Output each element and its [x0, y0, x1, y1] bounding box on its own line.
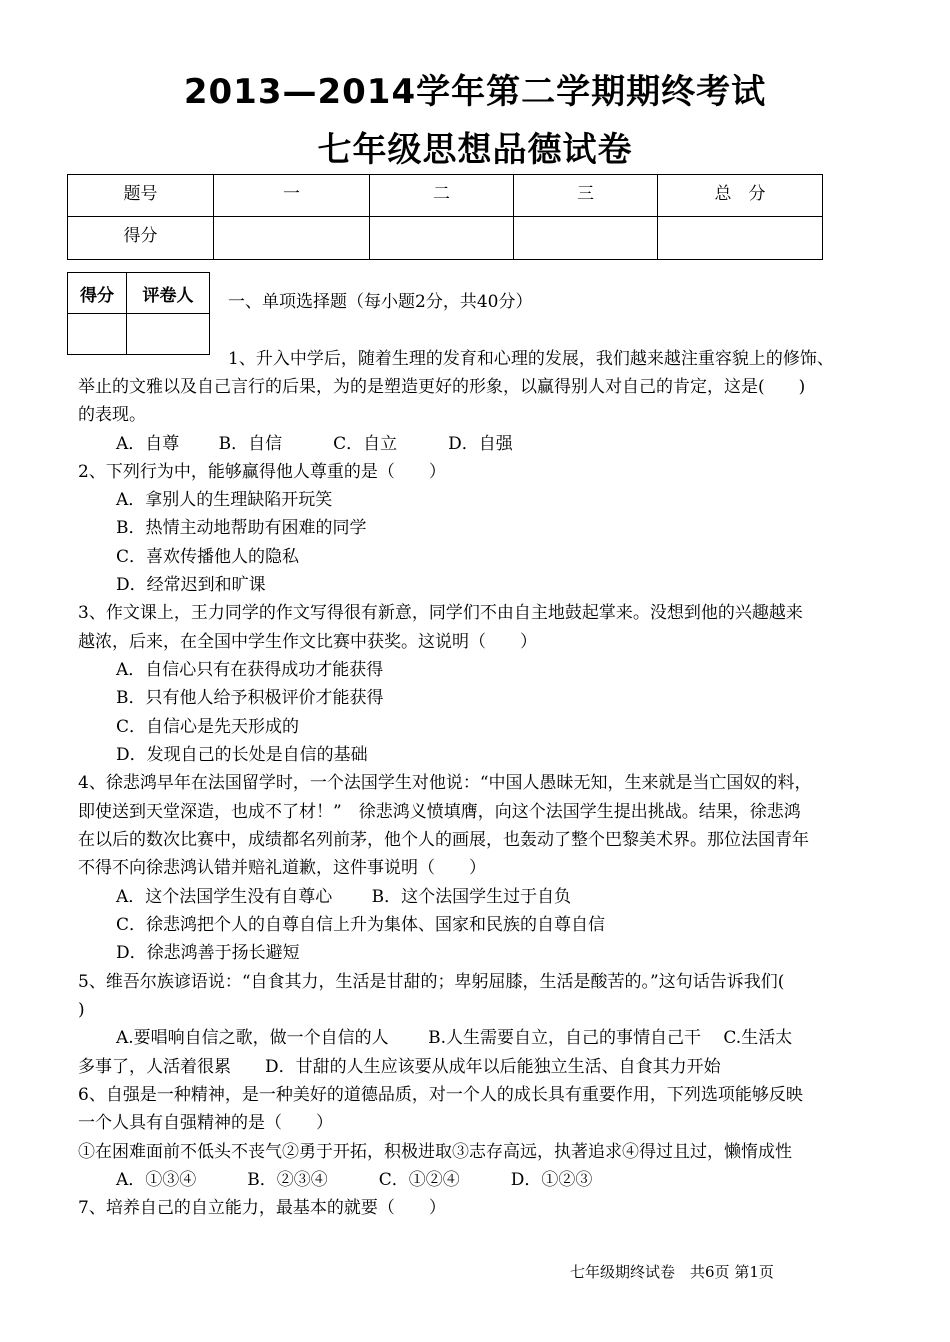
question-text: 即使送到天堂深造，也成不了材！” 徐悲鸿义愤填膺，向这个法国学生提出挑战。结果，徐悲鸿: [78, 802, 801, 822]
section-heading: 一、单项选择题（每小题2分，共40分）: [228, 292, 533, 312]
page-footer: 七年级期终试卷 共6页 第1页: [570, 1263, 774, 1281]
question-text: 6、自强是一种精神，是一种美好的道德品质，对一个人的成长具有重要作用，下列选项能够反映: [78, 1085, 803, 1105]
score-table-header-row: [68, 175, 823, 217]
answer-option: D．经常迟到和旷课: [116, 575, 266, 595]
answer-option: A．自信心只有在获得成功才能获得: [116, 660, 384, 680]
question-text: 在以后的数次比赛中，成绩都名列前茅，他个人的画展，也轰动了整个巴黎美术界。那位法国青年: [78, 830, 809, 850]
score-table-score-row: [68, 217, 823, 260]
score-cell[interactable]: [514, 217, 658, 260]
answer-option: A．①③④ B．②③④ C．①②④ D．①②③: [116, 1170, 593, 1190]
grader-name-label: 评卷人: [127, 273, 210, 314]
question-text: 不得不向徐悲鸿认错并赔礼道歉，这件事说明（ ）: [78, 858, 486, 878]
grader-box: [67, 272, 210, 355]
answer-option: C．喜欢传播他人的隐私: [116, 547, 300, 567]
answer-option: D．发现自己的长处是自信的基础: [116, 745, 368, 765]
question-text: 7、培养自己的自立能力，最基本的就要（ ）: [78, 1198, 446, 1218]
question-text: 举止的文雅以及自己言行的后果，为的是塑造更好的形象，以赢得别人对自己的肯定，这是( ): [78, 377, 806, 397]
score-header-cell: 题号: [68, 175, 214, 217]
answer-option: B．只有他人给予积极评价才能获得: [116, 688, 384, 708]
score-header-cell: 二: [370, 175, 514, 217]
answer-option: A．这个法国学生没有自尊心 B．这个法国学生过于自负: [116, 887, 572, 907]
answer-option: C．自信心是先天形成的: [116, 717, 300, 737]
answer-option: A．拿别人的生理缺陷开玩笑: [116, 490, 333, 510]
question-text: 一个人具有自强精神的是（ ）: [78, 1113, 333, 1133]
grader-score-cell[interactable]: [68, 314, 127, 355]
answer-option: C．徐悲鸿把个人的自尊自信上升为集体、国家和民族的自尊自信: [116, 915, 606, 935]
answer-option: A．自尊 B．自信 C．自立 D．自强: [116, 434, 513, 454]
grader-score-label: 得分: [68, 273, 127, 314]
question-text: 越浓，后来，在全国中学生作文比赛中获奖。这说明（ ）: [78, 632, 537, 652]
question-text: 4、徐悲鸿早年在法国留学时，一个法国学生对他说：“中国人愚昧无知，生来就是当亡国奴的料，: [78, 773, 812, 793]
exam-title-line2: 七年级思想品德试卷: [317, 130, 633, 170]
exam-title-line1: 2013—2014学年第二学期期终考试: [183, 72, 767, 112]
score-cell[interactable]: [658, 217, 823, 260]
score-row-label: 得分: [68, 217, 214, 260]
question-text: 1、升入中学后，随着生理的发育和心理的发展，我们越来越注重容貌上的修饰、: [228, 349, 834, 369]
answer-option: A.要唱响自信之歌，做一个自信的人 B.人生需要自立，自己的事情自己干 C.生活太: [116, 1028, 793, 1048]
question-text: ): [78, 1000, 85, 1020]
score-header-cell: 三: [514, 175, 658, 217]
question-text: ①在困难面前不低头不丧气②勇于开拓，积极进取③志存高远，执著追求④得过且过，懒惰成性: [78, 1142, 792, 1162]
question-text: 2、下列行为中，能够赢得他人尊重的是（ ）: [78, 462, 446, 482]
score-header-cell: 一: [214, 175, 370, 217]
score-cell[interactable]: [370, 217, 514, 260]
question-text: 的表现。: [78, 405, 146, 425]
score-table: [67, 174, 823, 260]
grader-name-cell[interactable]: [127, 314, 210, 355]
score-header-cell: 总 分: [658, 175, 823, 217]
score-cell[interactable]: [214, 217, 370, 260]
answer-option: 多事了，人活着很累 D．甘甜的人生应该要从成年以后能独立生活、自食其力开始: [78, 1057, 721, 1077]
question-text: 5、维吾尔族谚语说：“自食其力，生活是甘甜的；卑躬屈膝，生活是酸苦的。”这句话告诉我们(: [78, 972, 785, 992]
question-text: 3、作文课上，王力同学的作文写得很有新意，同学们不由自主地鼓起掌来。没想到他的兴趣越来: [78, 603, 803, 623]
answer-option: B．热情主动地帮助有困难的同学: [116, 518, 367, 538]
answer-option: D．徐悲鸿善于扬长避短: [116, 943, 300, 963]
